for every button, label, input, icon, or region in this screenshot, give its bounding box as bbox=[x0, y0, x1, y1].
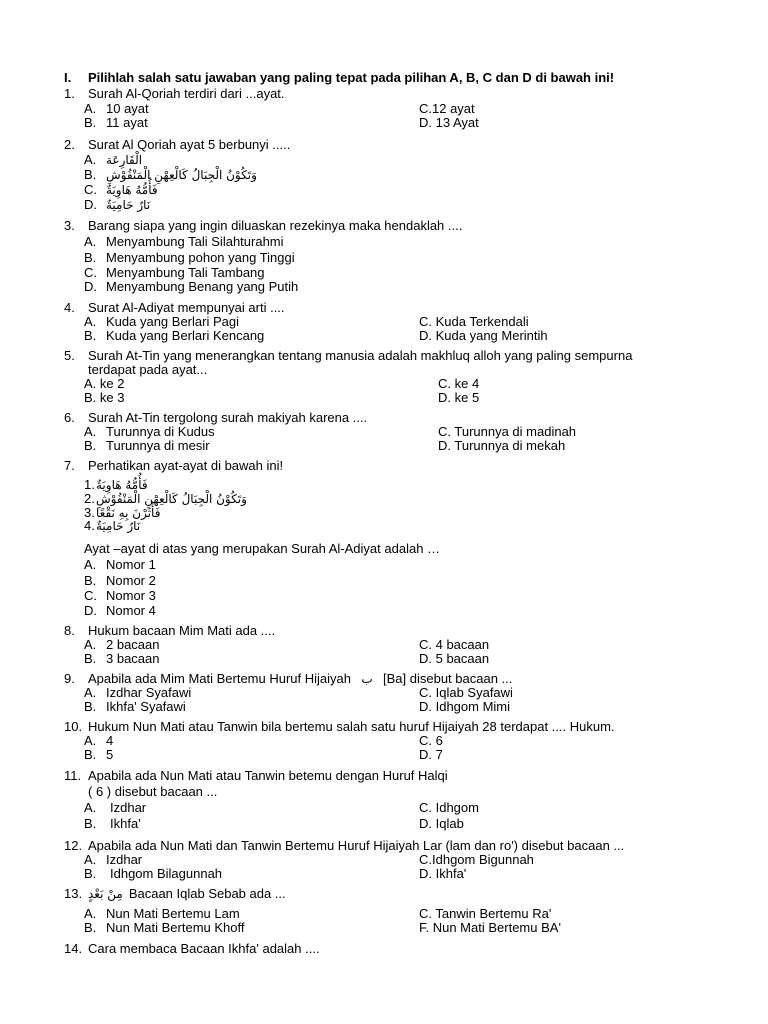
option-b: B. Turunnya di mesir bbox=[84, 438, 210, 453]
verse-item-2: 2.وَتَكُوْنُ الْجِبَالُ كَالْعِهْنِ الْمَنْفُوْشِ bbox=[84, 491, 247, 506]
question-number: 7. bbox=[64, 458, 75, 473]
option-c: C. Iqlab Syafawi bbox=[419, 685, 513, 700]
option-d: D. 13 Ayat bbox=[419, 115, 479, 130]
option-b: B. Nomor 2 bbox=[84, 573, 156, 588]
option-a: A. Izdhar bbox=[84, 852, 143, 867]
question-number: 6. bbox=[64, 410, 75, 425]
option-d: D. Idhgom Mimi bbox=[419, 699, 511, 714]
option-a: A. 2 bacaan bbox=[84, 637, 160, 652]
option-c: C. 6 bbox=[419, 733, 443, 748]
question-text: Barang siapa yang ingin diluaskan rezekinya maka hendaklah .... bbox=[88, 218, 463, 233]
option-c: C.12 ayat bbox=[419, 101, 475, 116]
question-number: 14. bbox=[64, 941, 83, 956]
option-c: C. 4 bacaan bbox=[419, 637, 490, 652]
question-1 bbox=[64, 86, 285, 101]
question-text-continued: Ayat –ayat di atas yang merupakan Surah Al-Adiyat adalah … bbox=[84, 541, 441, 556]
question-12 bbox=[64, 838, 624, 853]
question-text-end: [Ba] disebut bacaan ... bbox=[383, 671, 513, 686]
question-text: Surat Al-Adiyat mempunyai arti .... bbox=[88, 300, 285, 315]
option-a: A. Izdhar bbox=[84, 800, 147, 815]
option-b: B. Idhgom Bilagunnah bbox=[84, 866, 223, 881]
question-text: Apabila ada Mim Mati Bertemu Huruf Hijaiyah bbox=[88, 671, 351, 686]
question-text: Cara membaca Bacaan Ikhfa' adalah .... bbox=[88, 941, 320, 956]
verse-item-4: 4.نَارٌ حَامِيَةٌ bbox=[84, 518, 141, 533]
verse-item-1: 1.فَأُمُّهُ هَاوِيَةٌ bbox=[84, 477, 148, 492]
question-text: Surah Al-Qoriah terdiri dari ...ayat. bbox=[88, 86, 285, 101]
arabic-verse: وَتَكُوْنُ الْجِبَالُ كَالْعِهْنِ الْمَنْفُوْشِ bbox=[106, 168, 257, 182]
option-b: B. 5 bbox=[84, 747, 114, 762]
question-text: Apabila ada Nun Mati atau Tanwin betemu dengan Huruf Halqi bbox=[88, 768, 448, 783]
option-d: D. نَارٌ حَامِيَةٌ bbox=[84, 197, 151, 212]
option-a: A. Nun Mati Bertemu Lam bbox=[84, 906, 240, 921]
option-a: A. Izdhar Syafawi bbox=[84, 685, 192, 700]
question-text-continued: ( 6 ) disebut bacaan ... bbox=[88, 784, 218, 799]
question-number: 4. bbox=[64, 300, 75, 315]
question-text: Bacaan Iqlab Sebab ada ... bbox=[128, 886, 286, 901]
option-c: C. ke 4 bbox=[438, 376, 480, 391]
question-number: 5. bbox=[64, 348, 75, 363]
option-a: A. 10 ayat bbox=[84, 101, 149, 116]
option-c: C. Idhgom bbox=[419, 800, 479, 815]
question-7 bbox=[64, 458, 283, 473]
option-c: C. Tanwin Bertemu Ra' bbox=[419, 906, 552, 921]
question-text: Surah At-Tin tergolong surah makiyah karena .... bbox=[88, 410, 368, 425]
question-text: Apabila ada Nun Mati dan Tanwin Bertemu Huruf Hijaiyah Lar (lam dan ro') disebut bacaan ... bbox=[88, 838, 625, 853]
option-d: D. 5 bacaan bbox=[419, 651, 490, 666]
option-b: B. 3 bacaan bbox=[84, 651, 160, 666]
option-c: C. Nomor 3 bbox=[84, 588, 156, 603]
arabic-verse: الْقَارِعَة bbox=[106, 153, 143, 167]
question-5 bbox=[64, 348, 632, 363]
option-a: A. 4 bbox=[84, 733, 114, 748]
section-numeral: I. bbox=[64, 70, 72, 85]
question-number: 11. bbox=[64, 768, 82, 783]
option-b: B. 11 ayat bbox=[84, 115, 148, 130]
option-d: D. Iqlab bbox=[419, 816, 464, 831]
section-heading bbox=[64, 70, 614, 85]
question-number: 10. bbox=[64, 719, 83, 734]
question-text: Surah At-Tin yang menerangkan tentang manusia adalah makhluq alloh yang paling sempurna bbox=[88, 348, 633, 363]
arabic-verse: نَارٌ حَامِيَةٌ bbox=[96, 519, 141, 533]
option-d: D. Turunnya di mekah bbox=[438, 438, 566, 453]
arabic-verse: نَارٌ حَامِيَةٌ bbox=[106, 198, 151, 212]
option-a: A. Menyambung Tali Silahturahmi bbox=[84, 234, 284, 249]
option-d: D. Kuda yang Merintih bbox=[419, 328, 548, 343]
question-4 bbox=[64, 300, 285, 315]
question-8 bbox=[64, 623, 275, 638]
question-number: 9. bbox=[64, 671, 75, 686]
option-b: B. Ikhfa' bbox=[84, 816, 141, 831]
option-b: B. Menyambung pohon yang Tinggi bbox=[84, 250, 295, 265]
option-b: B. Kuda yang Berlari Kencang bbox=[84, 328, 265, 343]
option-d: D. Ikhfa' bbox=[419, 866, 467, 881]
question-number: 13. bbox=[64, 886, 83, 901]
question-10 bbox=[64, 719, 615, 734]
question-text: Hukum Nun Mati atau Tanwin bila bertemu salah satu huruf Hijaiyah 28 terdapat .... Hukum. bbox=[88, 719, 615, 734]
verse-item-3: 3.فَأَثَرْنَ بِهِ نَقْعًا bbox=[84, 505, 161, 520]
option-d: D. Menyambung Benang yang Putih bbox=[84, 279, 299, 294]
option-c: C. Turunnya di madinah bbox=[438, 424, 577, 439]
arabic-verse: فَأُمُّهُ هَاوِيَةٌ bbox=[96, 478, 148, 492]
option-b: B. وَتَكُوْنُ الْجِبَالُ كَالْعِهْنِ الْمَنْفُوْشِ bbox=[84, 167, 257, 182]
question-number: 2. bbox=[64, 137, 75, 152]
option-d: D. Nomor 4 bbox=[84, 603, 156, 618]
option-a: A. Turunnya di Kudus bbox=[84, 424, 215, 439]
option-d: D. 7 bbox=[419, 747, 443, 762]
option-c: C.Idhgom Bigunnah bbox=[419, 852, 534, 867]
option-b: B. ke 3 bbox=[84, 390, 125, 405]
question-number: 1. bbox=[64, 86, 75, 101]
arabic-letter-ba: ب bbox=[361, 672, 373, 686]
option-d: F. Nun Mati Bertemu BA' bbox=[419, 920, 561, 935]
option-c: C. فَأُمُّهُ هَاوِيَةٌ bbox=[84, 182, 158, 197]
option-a: A. Kuda yang Berlari Pagi bbox=[84, 314, 239, 329]
question-text-continued: terdapat pada ayat... bbox=[88, 362, 208, 377]
question-13 bbox=[64, 886, 286, 902]
question-3 bbox=[64, 218, 462, 233]
arabic-phrase: مِنْ بَعْدٍ bbox=[88, 887, 123, 901]
question-text: Perhatikan ayat-ayat di bawah ini! bbox=[88, 458, 284, 473]
question-number: 3. bbox=[64, 218, 75, 233]
arabic-verse: فَأُمُّهُ هَاوِيَةٌ bbox=[106, 183, 158, 197]
option-a: A. Nomor 1 bbox=[84, 557, 156, 572]
question-number: 8. bbox=[64, 623, 75, 638]
question-6 bbox=[64, 410, 367, 425]
question-text: Hukum bacaan Mim Mati ada .... bbox=[88, 623, 276, 638]
question-14 bbox=[64, 941, 320, 956]
option-b: B. Nun Mati Bertemu Khoff bbox=[84, 920, 245, 935]
section-instruction: Pilihlah salah satu jawaban yang paling tepat pada pilihan A, B, C dan D di bawah ini! bbox=[88, 70, 615, 85]
option-d: D. ke 5 bbox=[438, 390, 480, 405]
option-b: B. Ikhfa' Syafawi bbox=[84, 699, 186, 714]
option-a: A. ke 2 bbox=[84, 376, 125, 391]
arabic-verse: وَتَكُوْنُ الْجِبَالُ كَالْعِهْنِ الْمَنْفُوْشِ bbox=[96, 492, 247, 506]
option-c: C. Kuda Terkendali bbox=[419, 314, 529, 329]
question-number: 12. bbox=[64, 838, 83, 853]
question-2 bbox=[64, 137, 290, 152]
option-a: A. الْقَارِعَة bbox=[84, 152, 143, 167]
option-c: C. Menyambung Tali Tambang bbox=[84, 265, 265, 280]
arabic-verse: فَأَثَرْنَ بِهِ نَقْعًا bbox=[96, 506, 161, 520]
question-text: Surat Al Qoriah ayat 5 berbunyi ..... bbox=[88, 137, 291, 152]
question-11 bbox=[64, 768, 448, 783]
